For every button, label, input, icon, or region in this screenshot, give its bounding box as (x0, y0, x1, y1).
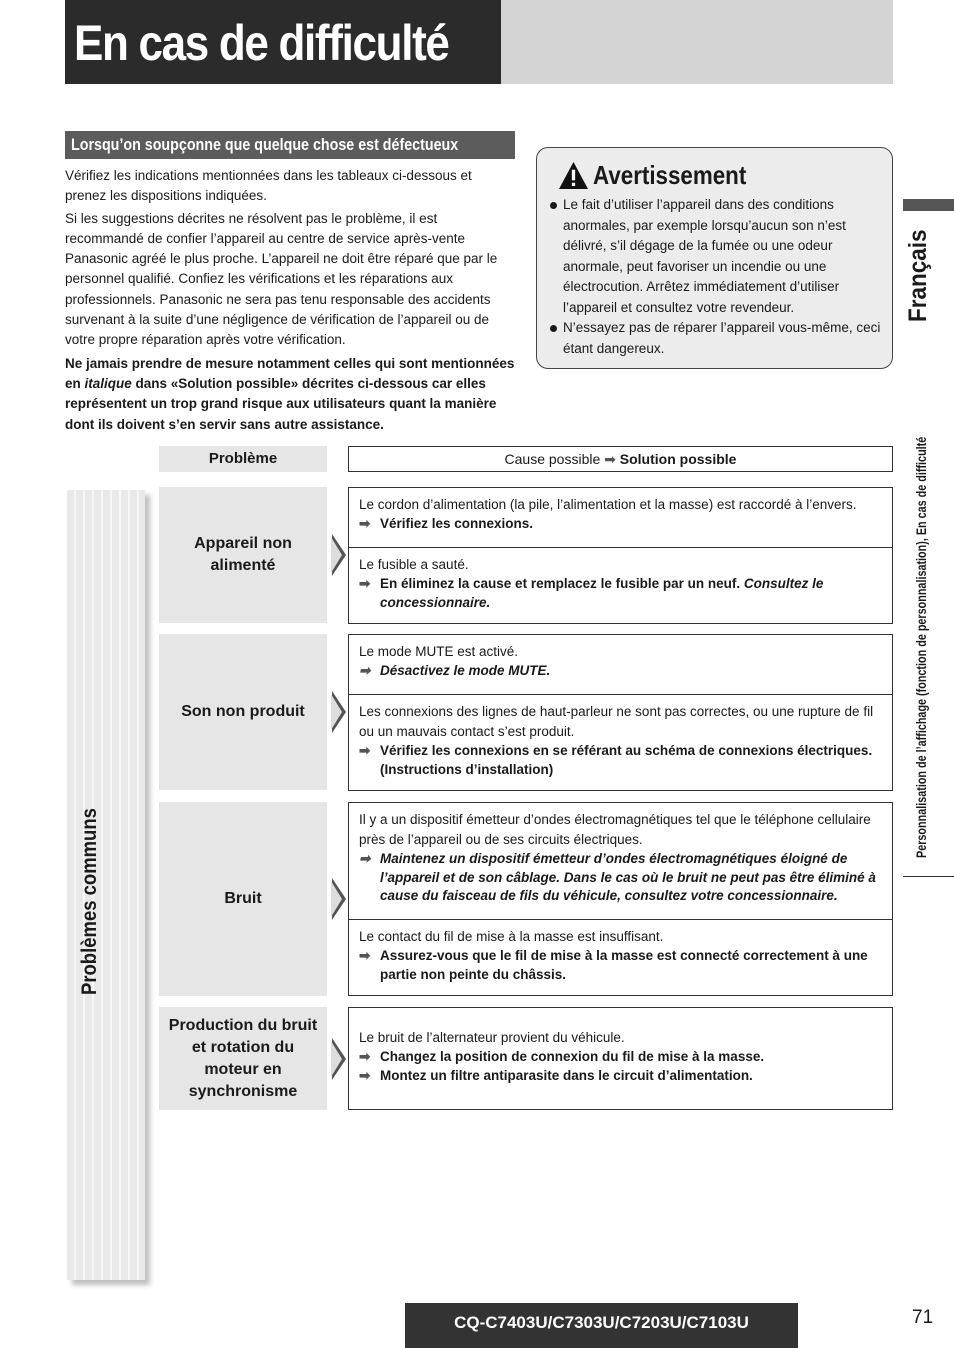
right-arrow-icon: ➡ (604, 451, 616, 467)
solution-line: ➡ Vérifiez les connexions en se référant au schéma de connexions électriques. (Instructions d’installation) (359, 743, 873, 777)
solution-cell (349, 694, 892, 787)
page-title: En cas de difficulté (74, 15, 449, 71)
section-side-label: Personnalisation de l’affichage (fonction de personnalisation), En cas de difficulté (914, 436, 929, 858)
solution-line: ➡ Désactivez le mode MUTE. (359, 662, 882, 681)
section-heading: Lorsqu’on soupçonne que quelque chose est défectueux (65, 131, 515, 159)
cause-text: Les connexions des lignes de haut-parleur ne sont pas correctes, ou une rupture de fil ou un mauvais contact s’est produit. (359, 704, 874, 739)
solution-cell (349, 919, 892, 992)
problem-label: Son non produit (159, 634, 327, 790)
warning-item: Le fait d’utiliser l’appareil dans des conditions anormales, par exemple lorsqu’aucun son n’est délivré, s’il dégage de la fumée ou une odeur anormale, peut favoriser un incendie ou une électrocution. Arrêtez immédiatement d’utiliser l’appareil et consultez votre revendeur. (549, 195, 881, 318)
right-arrow-icon: ➡ (359, 663, 371, 678)
solution-line: ➡ Maintenez un dispositif émetteur d’ondes électromagnétiques éloigné de l’appareil et de son câblage. Dans le cas où le bruit ne peut pas être éliminé à cause du faisceau de fils du véhicule, consultez votre concessionnaire. (359, 851, 876, 903)
page-number: 71 (912, 1307, 934, 1328)
language-label: Français (904, 229, 932, 322)
warning-item: N’essayez pas de réparer l’appareil vous-même, ceci étant dangereux. (549, 318, 881, 359)
cause-text: Le bruit de l’alternateur provient du véhicule. (359, 1030, 625, 1045)
warning-triangle-icon (558, 161, 589, 190)
cause-text: Il y a un dispositif émetteur d’ondes électromagnétiques tel que le téléphone cellulaire près de l’appareil ou de ses circuits électriques. (359, 812, 871, 847)
solution-cell (349, 635, 892, 694)
pointer-arrow-icon (332, 691, 346, 733)
problem-label: Bruit (159, 802, 327, 996)
warning-list (549, 195, 881, 359)
pointer-arrow-icon (332, 1038, 346, 1080)
language-tab-bar (903, 199, 954, 211)
solution-box (348, 634, 893, 791)
intro-text (65, 166, 515, 437)
intro-paragraph-2: Si les suggestions décrites ne résolvent pas le problème, il est recommandé de confier l’appareil au centre de service après-vente Panasonic agréé le plus proche. L’appareil ne doit être réparé que par le personnel qualifié. Confiez les vérifications et les réparations aux professionnels. Panasonic ne sera pas tenu responsable des accidents survenant à la suite d’une négligence de vérification de l’appareil ou de votre propre réparation après votre vérification. (65, 210, 498, 348)
category-label: Problèmes communs (78, 808, 101, 995)
right-arrow-icon: ➡ (359, 516, 371, 531)
solution-cell (349, 1008, 892, 1093)
model-number: CQ-C7403U/C7303U/C7203U/C7103U (405, 1303, 798, 1348)
problem-label: Appareil non alimenté (159, 487, 327, 623)
pointer-arrow-icon (332, 878, 346, 920)
intro-paragraph-1: Vérifiez les indications mentionnées dans les tableaux ci-dessous et prenez les dispositions indiquées. (65, 168, 472, 204)
cause-text: Le fusible a sauté. (359, 557, 469, 572)
pointer-arrow-icon (332, 534, 346, 576)
problem-label: Production du bruit et rotation du moteur en synchronisme (159, 1007, 327, 1110)
solution-line: ➡ Montez un filtre antiparasite dans le circuit d’alimentation. (359, 1067, 882, 1086)
warning-title: Avertissement (558, 158, 771, 192)
side-divider (903, 876, 954, 877)
solution-cell (349, 547, 892, 620)
right-arrow-icon: ➡ (359, 948, 371, 963)
solution-line: ➡ Vérifiez les connexions. (359, 515, 882, 534)
solution-line: ➡ Assurez-vous que le fil de mise à la masse est connecté correctement à une partie non peinte du châssis. (359, 948, 868, 982)
intro-caution: Ne jamais prendre de mesure notamment celles qui sont mentionnées en italique dans «Solution possible» décrites ci-dessous car elles représentent un trop grand risque aux utilisateurs quant la manière dont ils doivent s’en servir sans autre assistance. (65, 355, 515, 432)
right-arrow-icon: ➡ (359, 576, 371, 591)
right-arrow-icon: ➡ (359, 1049, 371, 1064)
right-arrow-icon: ➡ (359, 743, 371, 758)
header-cause-solution: Cause possible ➡ Solution possible (348, 446, 893, 472)
solution-box (348, 487, 893, 624)
right-arrow-icon: ➡ (359, 851, 371, 866)
cause-text: Le contact du fil de mise à la masse est insuffisant. (359, 929, 664, 944)
solution-box (348, 802, 893, 996)
cause-text: Le cordon d’alimentation (la pile, l’alimentation et la masse) est raccordé à l’envers. (359, 497, 857, 512)
cause-text: Le mode MUTE est activé. (359, 644, 519, 659)
solution-line: ➡ Changez la position de connexion du fil de mise à la masse. (359, 1048, 882, 1067)
solution-cell (349, 488, 892, 547)
solution-box (348, 1007, 893, 1110)
right-arrow-icon: ➡ (359, 1067, 371, 1083)
solution-line: ➡ En éliminez la cause et remplacez le fusible par un neuf. Consultez le concessionnaire. (359, 576, 824, 610)
header-problem: Problème (159, 446, 327, 472)
solution-cell (349, 803, 892, 919)
